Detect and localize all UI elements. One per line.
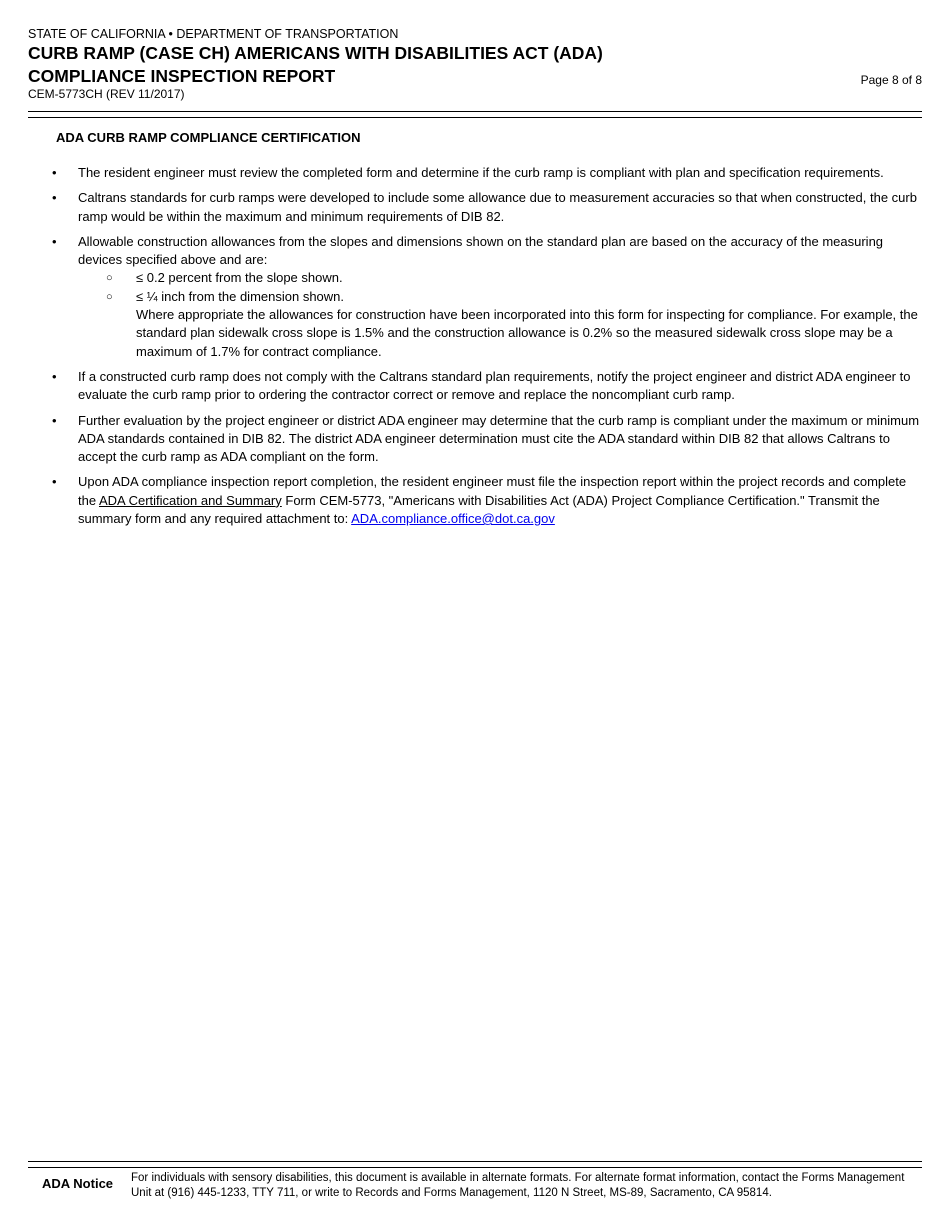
email-link[interactable]: ADA.compliance.office@dot.ca.gov — [351, 511, 555, 527]
certification-form-link[interactable]: ADA Certification and Summary — [98, 492, 282, 508]
header-divider — [28, 111, 922, 112]
section-heading: ADA CURB RAMP COMPLIANCE CERTIFICATION — [56, 130, 361, 145]
sub-list-item: ○ ≤ 0.2 percent from the slope shown. — [106, 269, 906, 287]
list-item-text: Form CEM-5773, "Americans with Disabilities Act (ADA) Project Compliance Certification." Transmit the summary form and any required attachment to: — [78, 492, 880, 527]
page-number: Page 8 of 8 — [860, 73, 922, 87]
list-item: • Further evaluation by the project engineer or district ADA engineer may determine that the curb ramp is compliant under the maximum or minimum ADA standards contained in DIB 82. The district ADA engineer determination must cite the ADA standard within DIB 82 that allows Caltrans to accept the curb ramp as ADA compliant on the form. — [50, 412, 922, 467]
title-line-1: CURB RAMP (CASE CH) AMERICANS WITH DISABILITIES ACT (ADA) — [28, 43, 603, 63]
agency-line: STATE OF CALIFORNIA • DEPARTMENT OF TRANSPORTATION — [28, 27, 399, 41]
list-item-text: Allowable construction allowances from the slopes and dimensions shown on the standard plan are based on the accuracy of the measuring devices specified above and are: — [78, 233, 884, 268]
footer-divider — [28, 1161, 922, 1162]
header-divider — [28, 117, 922, 118]
list-item: • The resident engineer must review the completed form and determine if the curb ramp is compliant with plan and specification requirements. — [50, 164, 922, 182]
ada-notice-label: ADA Notice — [42, 1176, 114, 1191]
title-line-2: COMPLIANCE INSPECTION REPORT — [28, 66, 336, 86]
form-number: CEM-5773CH (REV 11/2017) — [28, 87, 185, 101]
list-item-text: Upon ADA compliance inspection report completion, the resident engineer must file the inspection report within the project records and complete the — [78, 474, 907, 508]
list-item — [50, 473, 922, 528]
form-title — [28, 42, 603, 88]
bullet-list — [50, 164, 922, 535]
list-item: • If a constructed curb ramp does not comply with the Caltrans standard plan requirements, notify the project engineer and district ADA engineer to evaluate the curb ramp prior to ordering the contractor correct or remove and replace the noncompliant curb ramp. — [50, 368, 922, 405]
ada-notice-text: For individuals with sensory disabilities, this document is available in alternate formats. For alternate format information, contact the Forms Management Unit at (916) 445-1233, TTY 711, or write to Records and Forms Management, 1120 N Street, MS-89, Sacramento, CA 95814. — [131, 1172, 905, 1199]
list-item — [50, 233, 922, 361]
list-item: • Caltrans standards for curb ramps were developed to include some allowance due to measurement accuracies so that when constructed, the curb ramp would be within the maximum and minimum requirements of DIB 82. — [50, 189, 922, 226]
sub-list — [78, 269, 922, 306]
allowance-note: Where appropriate the allowances for construction have been incorporated into this form for inspecting for compliance. For example, the standard plan sidewalk cross slope is 1.5% and the construction allowance is 0.2% so the measured sidewalk cross slope may be a maximum of 1.7% for contract compliance. — [136, 307, 918, 359]
sub-list-item: ○ ≤ ¼ inch from the dimension shown. — [106, 288, 906, 306]
footer-divider — [28, 1167, 922, 1168]
